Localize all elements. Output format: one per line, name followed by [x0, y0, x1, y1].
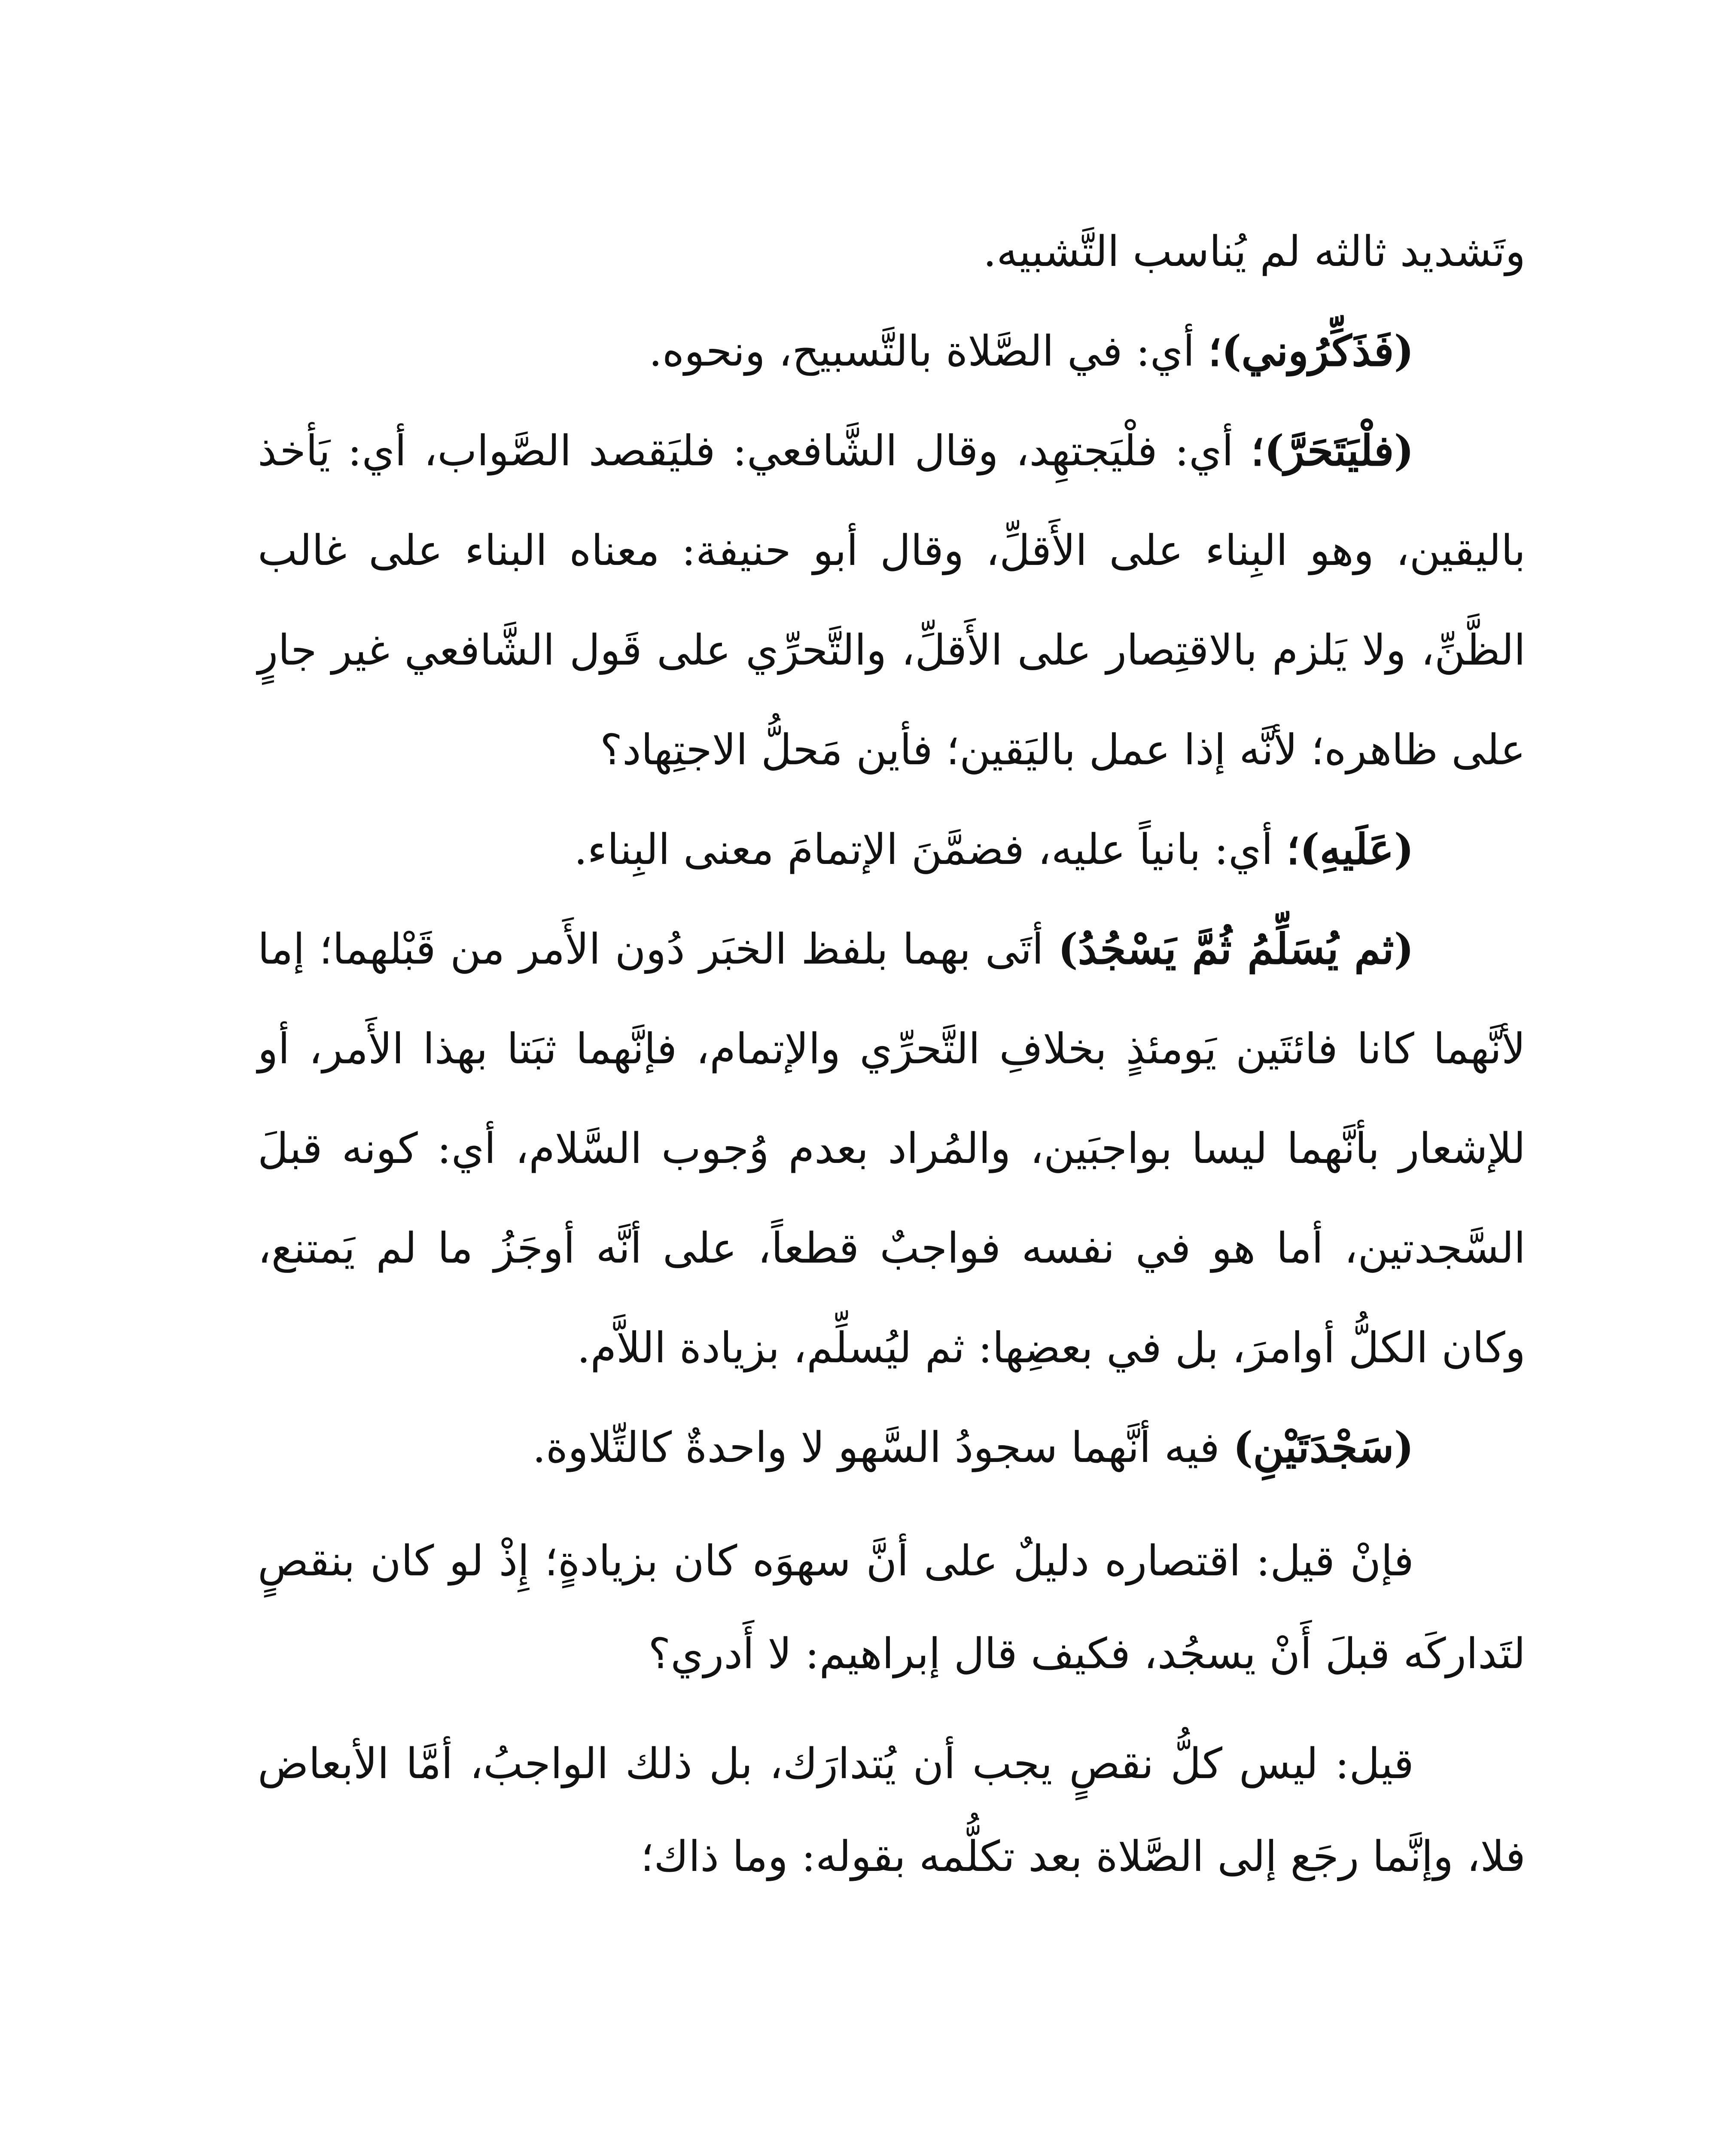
- paragraph-5-text: أتَى بهما بلفظ الخبَر دُون الأَمر من قَبْلهما؛ إما لأنَّهما كانا فائتَين يَومئذٍ بخلافِ التَّحرِّي والإتمام، فإنَّهما ثبَتا بهذا الأَمر، أو للإشعار بأنَّهما ليسا بواجبَين، والمُراد بعدم وُجوب السَّلام، أي: كونه قبلَ السَّجدتين، أما هو في نفسه فواجبٌ قطعاً، على أنَّه أوجَزُ ما لم يَمتنع، وكان الكلُّ أوامرَ، بل في بعضِها: ثم ليُسلِّم، بزيادة اللاَّم.: [258, 925, 1526, 1373]
- paragraph-1: [258, 202, 1526, 302]
- paragraph-4-keyword: (عَلَيهِ)؛: [1286, 825, 1414, 874]
- paragraph-7-text: فإنْ قيل: اقتصاره دليلٌ على أنَّ سهوَه كان بزيادةٍ؛ إِذْ لو كان بنقصٍ لتَداركَه قبلَ أَنْ يسجُد، فكيف قال إبراهيم: لا أَدري؟: [258, 1537, 1526, 1678]
- paragraph-6-text: فيه أنَّهما سجودُ السَّهو لا واحدةٌ كالتِّلاوة.: [532, 1423, 1233, 1472]
- paragraph-3-text: أي: فلْيَجتهِد، وقال الشَّافعي: فليَقصد الصَّواب، أي: يَأخذ باليقين، وهو البِناء على الأَقلِّ، وقال أبو حنيفة: معناه البناء على غالب الظَّنِّ، ولا يَلزم بالاقتِصار على الأَقلِّ، والتَّحرِّي على قَول الشَّافعي غير جارٍ على ظاهره؛ لأنَّه إذا عمل باليَقين؛ فأين مَحلُّ الاجتِهاد؟: [258, 427, 1526, 775]
- paragraph-8: [258, 1718, 1526, 1903]
- paragraph-6-keyword: (سَجْدَتَيْنِ): [1233, 1423, 1414, 1472]
- paragraph-2-text: أي: في الصَّلاة بالتَّسبيح، ونحوه.: [649, 327, 1208, 376]
- paragraph-3-keyword: (فلْيَتَحَرَّ)؛: [1251, 426, 1414, 476]
- paragraph-8-text: قيل: ليس كلُّ نقصٍ يجب أن يُتدارَك، بل ذلك الواجبُ، أمَّا الأبعاض فلا، وإنَّما رجَع إلى الصَّلاة بعد تكلُّمه بقوله: وما ذاك؛: [258, 1739, 1526, 1881]
- paragraph-5: [258, 900, 1526, 1398]
- paragraph-3: [258, 401, 1526, 800]
- paragraph-7: [258, 1515, 1526, 1700]
- paragraph-4: [258, 800, 1526, 900]
- paragraph-5-keyword: (ثم يُسَلِّمُ ثُمَّ يَسْجُدُ): [1058, 924, 1414, 974]
- paragraph-2: [258, 302, 1526, 401]
- paragraph-2-keyword: (فَذَكِّرُوني)؛: [1208, 326, 1414, 376]
- page-body: [258, 202, 1526, 2148]
- paragraph-1-text: وتَشديد ثالثه لم يُناسب التَّشبيه.: [983, 227, 1526, 276]
- paragraph-6: [258, 1398, 1526, 1498]
- paragraph-4-text: أي: بانياً عليه، فضمَّنَ الإتمامَ معنى البِناء.: [574, 825, 1287, 874]
